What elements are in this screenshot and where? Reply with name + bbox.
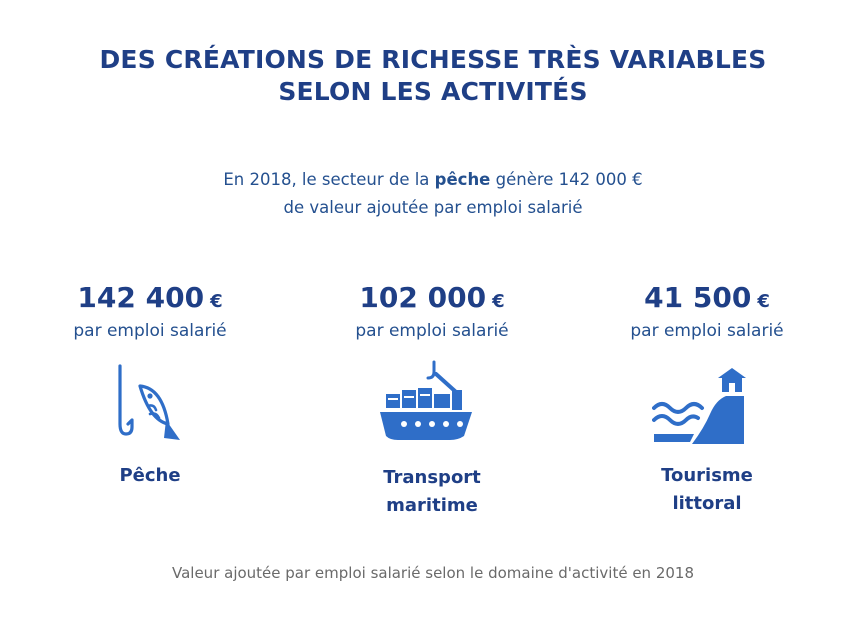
stat-amount: 142 400 [77, 281, 205, 314]
stat-amount: 41 500 [644, 281, 752, 314]
stat-value [577, 280, 837, 320]
stat-unit: par emploi salarié [73, 321, 227, 341]
stat-peche [20, 280, 280, 342]
label-tourisme [577, 462, 837, 518]
stat-currency: € [492, 291, 505, 312]
title-line-1: DES CRÉATIONS DE RICHESSE TRÈS VARIABLES [99, 45, 767, 74]
label-line-1: Tourisme [661, 465, 753, 486]
stat-tourisme [577, 280, 837, 342]
coastal-house-icon [652, 368, 748, 448]
intro-line-2: de valeur ajoutée par emploi salarié [283, 198, 583, 217]
stat-currency: € [757, 291, 770, 312]
intro-before: En 2018, le secteur de la [223, 170, 435, 189]
stat-value [302, 280, 562, 320]
intro-line-1 [0, 166, 866, 194]
label-transport [302, 464, 562, 520]
intro-after: génère 142 000 € [490, 170, 643, 189]
stat-value [20, 280, 280, 320]
infographic-title [0, 44, 866, 108]
stat-currency: € [210, 291, 223, 312]
stat-amount: 102 000 [359, 281, 487, 314]
cargo-ship-icon [378, 360, 474, 446]
label-line-2: littoral [672, 493, 742, 514]
label-line-1: Pêche [119, 465, 181, 486]
label-line-1: Transport [383, 467, 481, 488]
fish-hook-icon [104, 364, 184, 446]
intro-text [0, 166, 866, 222]
intro-bold: pêche [434, 170, 491, 189]
stat-unit: par emploi salarié [355, 321, 509, 341]
stat-transport [302, 280, 562, 342]
label-peche [20, 462, 280, 490]
title-line-2: SELON LES ACTIVITÉS [278, 77, 588, 106]
label-line-2: maritime [386, 495, 478, 516]
stat-unit: par emploi salarié [630, 321, 784, 341]
caption: Valeur ajoutée par emploi salarié selon le domaine d'activité en 2018 [172, 564, 694, 582]
